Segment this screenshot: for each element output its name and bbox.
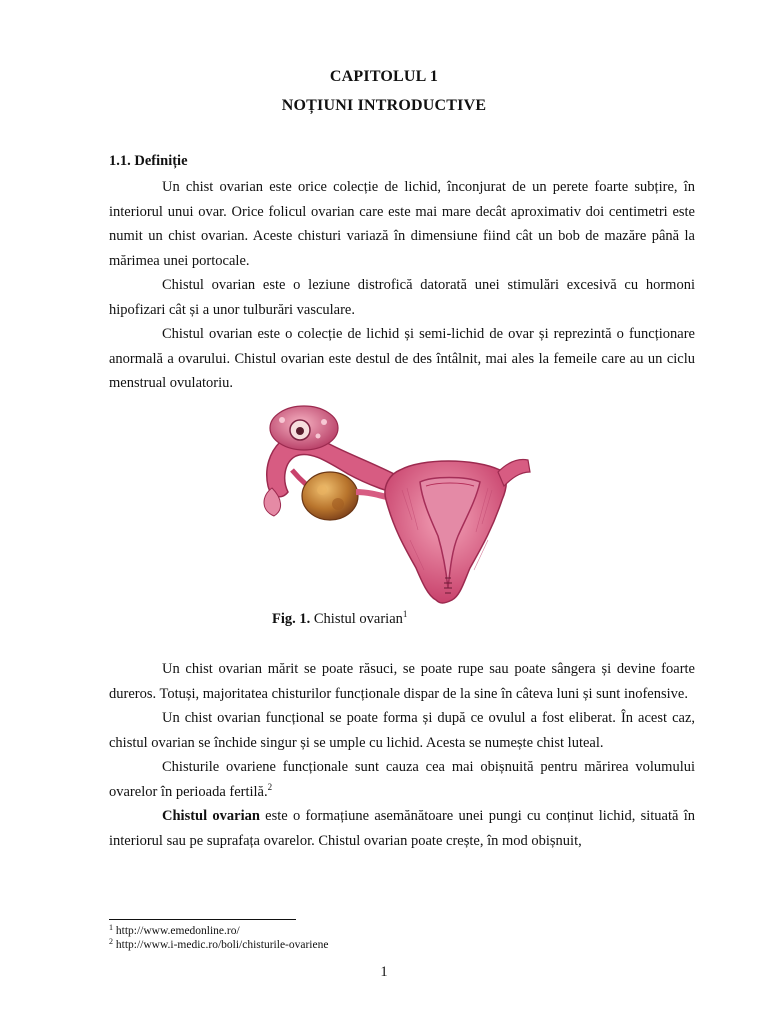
cyst: [302, 472, 358, 520]
footnote-number: 2: [109, 937, 113, 946]
paragraph-text: Chisturile ovariene funcționale sunt cauza cea mai obișnuită pentru mărirea volumului ovarelor în perioada fertilă.: [109, 759, 695, 800]
footnote-link[interactable]: http://www.i-medic.ro/boli/chisturile-ovariene: [115, 939, 329, 951]
footnote-ref[interactable]: 2: [267, 781, 273, 792]
figure-label: Fig. 1.: [272, 611, 311, 627]
figure-caption-text: Chistul ovarian: [313, 611, 403, 627]
footnote: [109, 939, 328, 951]
figure-caption: [272, 611, 407, 628]
footnote-link[interactable]: http://www.emedonline.ro/: [115, 925, 240, 937]
ovarian-cyst-figure: [252, 400, 532, 605]
uterus-illustration: [252, 400, 532, 605]
footnote: [109, 925, 240, 937]
footnote-number: 1: [109, 923, 113, 932]
paragraph-text: este o formațiune asemănătoare unei pungi cu conținut lichid, situată în interiorul sau pe suprafața ovarelor. Chistul ovarian poate crește, în mod obișnuit,: [109, 808, 695, 849]
footnote-divider: [109, 919, 296, 920]
paragraph: Un chist ovarian mărit se poate răsuci, se poate rupe sau poate sângera și devine foarte dureros. Totuși, majoritatea chisturilor funcționale dispar de la sine în câteva luni și sunt inofensive.: [109, 661, 695, 702]
bold-lead: Chistul ovarian: [162, 808, 260, 824]
page-number: 1: [380, 964, 388, 980]
paragraph: [109, 804, 695, 853]
text-block-bottom: [109, 657, 695, 853]
paragraph: Chistul ovarian este o colecție de lichid și semi-lichid de ovar și reprezintă o funcționare anormală a ovarului. Chistul ovarian este destul de des întâlnit, mai ales la femeile care au un ciclu menstrual ovulatoriu.: [109, 326, 695, 391]
paragraph: [109, 755, 695, 804]
section-heading: 1.1. Definiție: [109, 153, 188, 169]
paragraph: Un chist ovarian funcțional se poate forma și după ce ovulul a fost eliberat. În acest caz, chistul ovarian se închide singur și se umple cu lichid. Acesta se numește chist luteal.: [109, 710, 695, 751]
text-block-top: [109, 175, 695, 396]
chapter-subtitle: NOȚIUNI INTRODUCTIVE: [281, 97, 487, 114]
right-tube: [498, 460, 530, 487]
paragraph: Chistul ovarian este o leziune distrofică datorată unei stimulări excesivă cu hormoni hipofizari cât și a unor tulburări vasculare.: [109, 277, 695, 318]
footnote-ref[interactable]: 1: [402, 609, 408, 619]
chapter-title: CAPITOLUL 1: [329, 68, 439, 85]
paragraph: Un chist ovarian este orice colecție de lichid, înconjurat de un perete foarte subțire, în interiorul unui ovar. Orice folicul ovarian care este mai mare decât aproximativ doi centimetri este numit un chist ovarian. Aceste chisturi variază în dimensiune fiind cât un bob de mazăre până la mărimea unei portocale.: [109, 179, 695, 269]
